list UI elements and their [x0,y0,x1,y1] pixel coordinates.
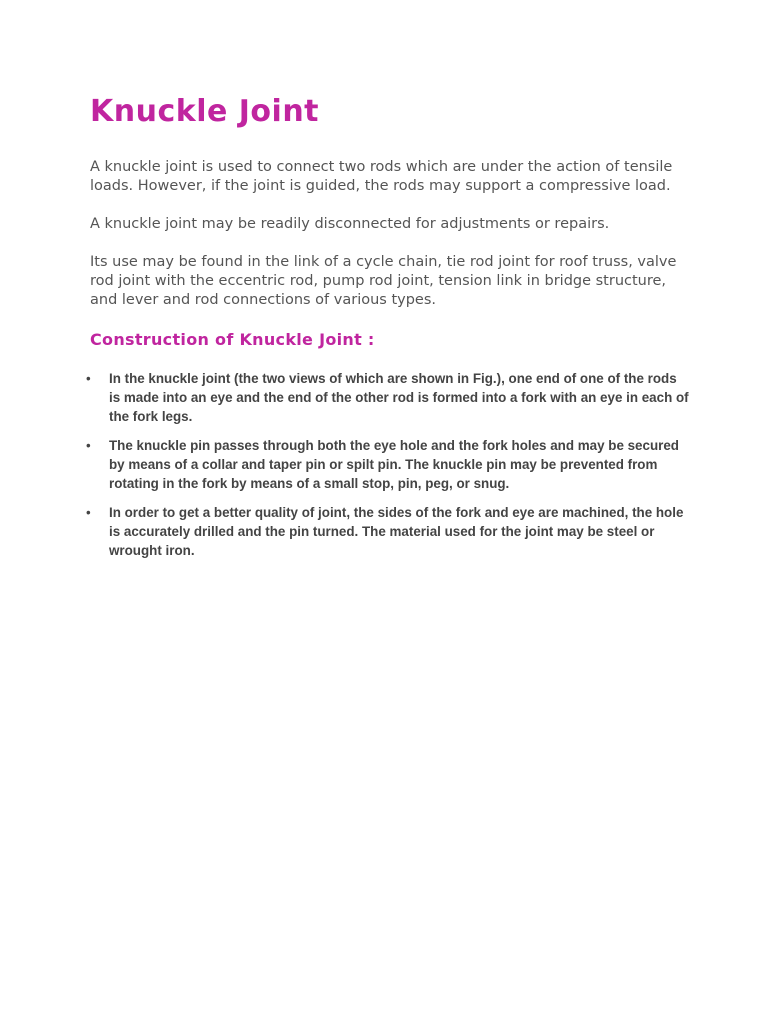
list-item-text: The knuckle pin passes through both the eye hole and the fork holes and may be secured by means of a collar and taper pin or spilt pin. The knuckle pin may be prevented from rotating in the fork by means of a small stop, pin, peg, or snug. [109,438,679,491]
intro-paragraph: A knuckle joint is used to connect two rods which are under the action of tensile loads. However, if the joint is guided, the rods may support a compressive load. [90,159,673,194]
document-page [86,92,690,570]
section-heading: Construction of Knuckle Joint : [90,330,375,349]
bullet-icon: • [86,438,91,453]
list-item-text: In order to get a better quality of joint, the sides of the fork and eye are machined, the hole is accurately drilled and the pin turned. The material used for the joint may be steel or wrought iron. [109,505,684,558]
list-item-text: In the knuckle joint (the two views of which are shown in Fig.), one end of one of the rods is made into an eye and the end of the other rod is formed into a fork with an eye in each of the fork legs. [109,371,689,424]
bullet-icon: • [86,371,91,386]
bullet-icon: • [86,505,91,520]
page-title: Knuckle Joint [90,94,320,129]
construction-list [86,369,690,560]
disconnect-paragraph: A knuckle joint may be readily disconnected for adjustments or repairs. [90,216,610,232]
list-item [86,503,690,560]
uses-paragraph: Its use may be found in the link of a cycle chain, tie rod joint for roof truss, valve rod joint with the eccentric rod, pump rod joint, tension link in bridge structure, and lever and rod connections of various types. [90,254,677,308]
list-item [86,369,690,426]
list-item [86,436,690,493]
